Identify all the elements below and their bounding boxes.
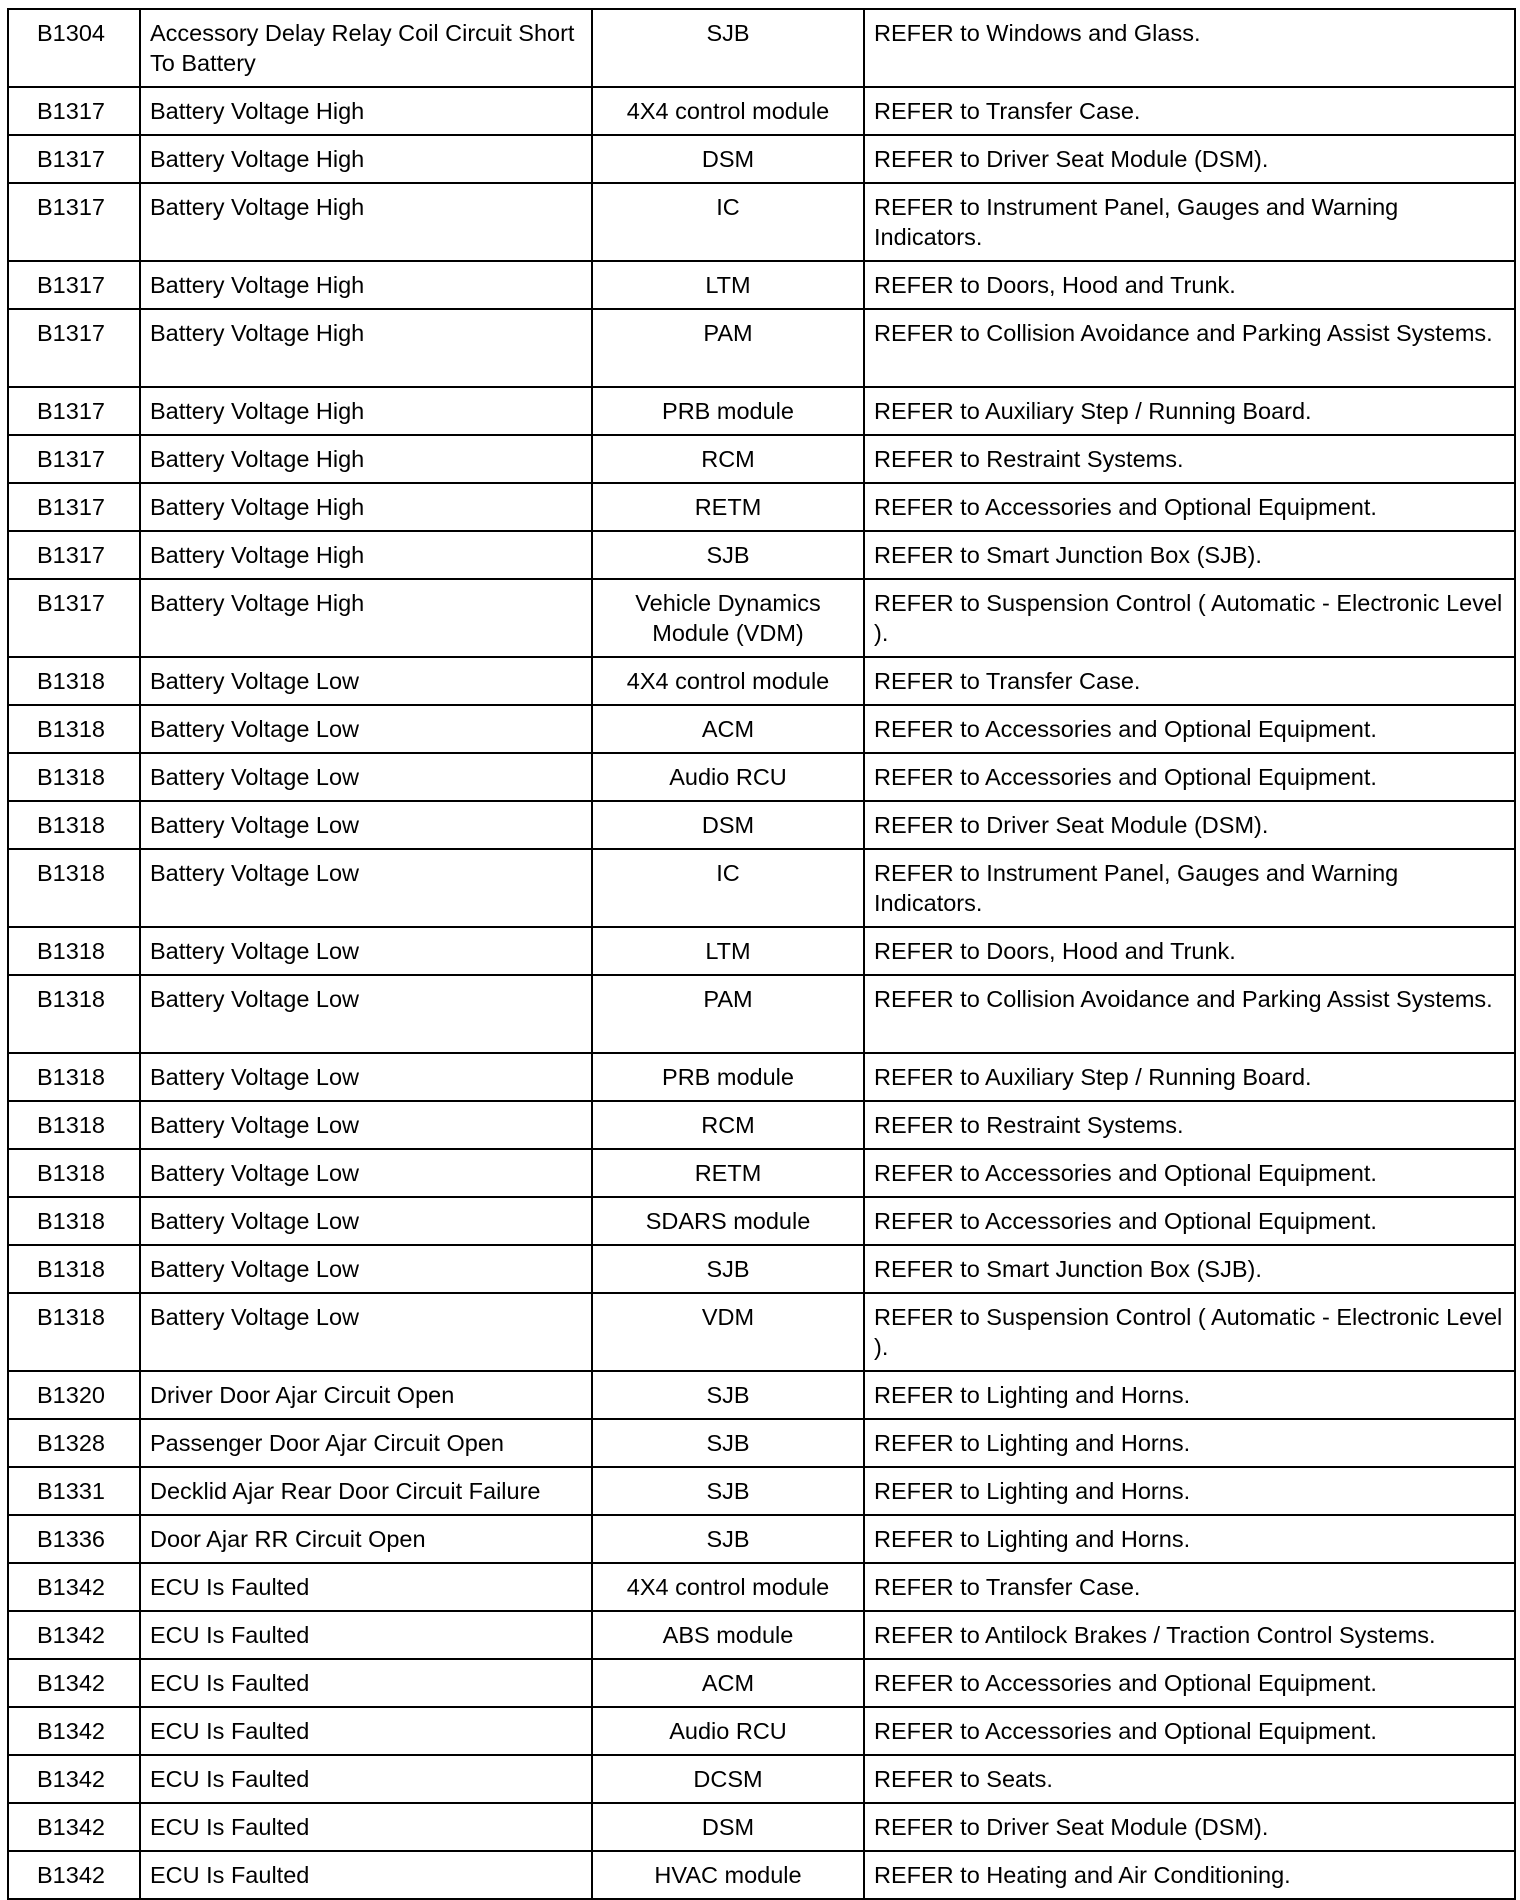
description-cell: Battery Voltage Low: [140, 1245, 592, 1293]
action-cell: REFER to Smart Junction Box (SJB).: [864, 1245, 1515, 1293]
module-cell: PAM: [592, 309, 864, 387]
module-cell: LTM: [592, 927, 864, 975]
code-cell: B1318: [8, 1149, 140, 1197]
table-row: [8, 849, 1515, 927]
table-row: [8, 1293, 1515, 1371]
table-row: [8, 579, 1515, 657]
code-cell: B1318: [8, 975, 140, 1053]
code-cell: B1317: [8, 309, 140, 387]
code-cell: B1342: [8, 1659, 140, 1707]
module-cell: SDARS module: [592, 1197, 864, 1245]
code-cell: B1342: [8, 1611, 140, 1659]
table-row: [8, 435, 1515, 483]
action-cell: REFER to Restraint Systems.: [864, 435, 1515, 483]
description-cell: Battery Voltage High: [140, 435, 592, 483]
action-cell: REFER to Driver Seat Module (DSM).: [864, 801, 1515, 849]
action-cell: REFER to Accessories and Optional Equipment.: [864, 483, 1515, 531]
code-cell: B1317: [8, 135, 140, 183]
code-cell: B1328: [8, 1419, 140, 1467]
table-row: [8, 309, 1515, 387]
description-cell: Battery Voltage High: [140, 309, 592, 387]
description-cell: Battery Voltage High: [140, 531, 592, 579]
dtc-table-body: [8, 9, 1515, 1899]
table-row: [8, 1515, 1515, 1563]
description-cell: Battery Voltage High: [140, 135, 592, 183]
action-cell: REFER to Smart Junction Box (SJB).: [864, 531, 1515, 579]
action-cell: REFER to Lighting and Horns.: [864, 1515, 1515, 1563]
code-cell: B1342: [8, 1707, 140, 1755]
code-cell: B1318: [8, 1245, 140, 1293]
code-cell: B1342: [8, 1563, 140, 1611]
code-cell: B1317: [8, 483, 140, 531]
module-cell: SJB: [592, 9, 864, 87]
code-cell: B1342: [8, 1803, 140, 1851]
code-cell: B1331: [8, 1467, 140, 1515]
table-row: [8, 1851, 1515, 1899]
table-row: [8, 87, 1515, 135]
action-cell: REFER to Accessories and Optional Equipment.: [864, 1659, 1515, 1707]
description-cell: Battery Voltage High: [140, 579, 592, 657]
action-cell: REFER to Instrument Panel, Gauges and Warning Indicators.: [864, 183, 1515, 261]
action-cell: REFER to Seats.: [864, 1755, 1515, 1803]
module-cell: SJB: [592, 1245, 864, 1293]
description-cell: Door Ajar RR Circuit Open: [140, 1515, 592, 1563]
table-row: [8, 1419, 1515, 1467]
module-cell: RETM: [592, 483, 864, 531]
table-row: [8, 183, 1515, 261]
code-cell: B1320: [8, 1371, 140, 1419]
table-row: [8, 1149, 1515, 1197]
action-cell: REFER to Driver Seat Module (DSM).: [864, 1803, 1515, 1851]
description-cell: Battery Voltage Low: [140, 1149, 592, 1197]
module-cell: VDM: [592, 1293, 864, 1371]
module-cell: 4X4 control module: [592, 1563, 864, 1611]
code-cell: B1342: [8, 1851, 140, 1899]
description-cell: ECU Is Faulted: [140, 1755, 592, 1803]
action-cell: REFER to Accessories and Optional Equipment.: [864, 1149, 1515, 1197]
action-cell: REFER to Heating and Air Conditioning.: [864, 1851, 1515, 1899]
code-cell: B1318: [8, 1293, 140, 1371]
action-cell: REFER to Lighting and Horns.: [864, 1467, 1515, 1515]
module-cell: DSM: [592, 135, 864, 183]
action-cell: REFER to Lighting and Horns.: [864, 1371, 1515, 1419]
table-row: [8, 1755, 1515, 1803]
action-cell: REFER to Accessories and Optional Equipment.: [864, 753, 1515, 801]
description-cell: Battery Voltage Low: [140, 753, 592, 801]
description-cell: ECU Is Faulted: [140, 1611, 592, 1659]
action-cell: REFER to Driver Seat Module (DSM).: [864, 135, 1515, 183]
code-cell: B1317: [8, 87, 140, 135]
description-cell: ECU Is Faulted: [140, 1851, 592, 1899]
module-cell: Audio RCU: [592, 1707, 864, 1755]
action-cell: REFER to Lighting and Horns.: [864, 1419, 1515, 1467]
description-cell: Battery Voltage High: [140, 87, 592, 135]
action-cell: REFER to Antilock Brakes / Traction Control Systems.: [864, 1611, 1515, 1659]
table-row: [8, 801, 1515, 849]
description-cell: Battery Voltage Low: [140, 801, 592, 849]
action-cell: REFER to Collision Avoidance and Parking Assist Systems.: [864, 975, 1515, 1053]
module-cell: RCM: [592, 435, 864, 483]
module-cell: PAM: [592, 975, 864, 1053]
module-cell: ACM: [592, 1659, 864, 1707]
module-cell: SJB: [592, 531, 864, 579]
code-cell: B1317: [8, 387, 140, 435]
module-cell: ACM: [592, 705, 864, 753]
action-cell: REFER to Doors, Hood and Trunk.: [864, 261, 1515, 309]
table-row: [8, 261, 1515, 309]
description-cell: Passenger Door Ajar Circuit Open: [140, 1419, 592, 1467]
module-cell: IC: [592, 183, 864, 261]
action-cell: REFER to Doors, Hood and Trunk.: [864, 927, 1515, 975]
dtc-table: [7, 8, 1516, 1900]
description-cell: Battery Voltage Low: [140, 927, 592, 975]
action-cell: REFER to Accessories and Optional Equipment.: [864, 1197, 1515, 1245]
description-cell: Battery Voltage High: [140, 183, 592, 261]
table-row: [8, 9, 1515, 87]
module-cell: DSM: [592, 1803, 864, 1851]
description-cell: ECU Is Faulted: [140, 1563, 592, 1611]
description-cell: Accessory Delay Relay Coil Circuit Short To Battery: [140, 9, 592, 87]
code-cell: B1317: [8, 531, 140, 579]
module-cell: SJB: [592, 1419, 864, 1467]
module-cell: HVAC module: [592, 1851, 864, 1899]
table-row: [8, 1467, 1515, 1515]
code-cell: B1318: [8, 1053, 140, 1101]
table-row: [8, 1197, 1515, 1245]
description-cell: Battery Voltage High: [140, 261, 592, 309]
table-row: [8, 1245, 1515, 1293]
action-cell: REFER to Collision Avoidance and Parking Assist Systems.: [864, 309, 1515, 387]
module-cell: RCM: [592, 1101, 864, 1149]
code-cell: B1318: [8, 849, 140, 927]
module-cell: SJB: [592, 1467, 864, 1515]
code-cell: B1317: [8, 183, 140, 261]
code-cell: B1318: [8, 1101, 140, 1149]
description-cell: Driver Door Ajar Circuit Open: [140, 1371, 592, 1419]
description-cell: Decklid Ajar Rear Door Circuit Failure: [140, 1467, 592, 1515]
code-cell: B1318: [8, 801, 140, 849]
description-cell: Battery Voltage Low: [140, 849, 592, 927]
table-row: [8, 657, 1515, 705]
action-cell: REFER to Accessories and Optional Equipment.: [864, 1707, 1515, 1755]
description-cell: Battery Voltage High: [140, 387, 592, 435]
action-cell: REFER to Auxiliary Step / Running Board.: [864, 387, 1515, 435]
table-row: [8, 927, 1515, 975]
description-cell: ECU Is Faulted: [140, 1659, 592, 1707]
table-row: [8, 1371, 1515, 1419]
table-row: [8, 387, 1515, 435]
action-cell: REFER to Transfer Case.: [864, 87, 1515, 135]
module-cell: SJB: [592, 1371, 864, 1419]
module-cell: 4X4 control module: [592, 87, 864, 135]
module-cell: Vehicle Dynamics Module (VDM): [592, 579, 864, 657]
module-cell: IC: [592, 849, 864, 927]
code-cell: B1317: [8, 261, 140, 309]
code-cell: B1318: [8, 1197, 140, 1245]
module-cell: 4X4 control module: [592, 657, 864, 705]
module-cell: LTM: [592, 261, 864, 309]
description-cell: Battery Voltage Low: [140, 1293, 592, 1371]
description-cell: Battery Voltage Low: [140, 1053, 592, 1101]
table-row: [8, 753, 1515, 801]
description-cell: Battery Voltage Low: [140, 657, 592, 705]
table-row: [8, 975, 1515, 1053]
code-cell: B1317: [8, 579, 140, 657]
description-cell: Battery Voltage Low: [140, 1101, 592, 1149]
action-cell: REFER to Accessories and Optional Equipment.: [864, 705, 1515, 753]
code-cell: B1342: [8, 1755, 140, 1803]
code-cell: B1318: [8, 927, 140, 975]
description-cell: Battery Voltage Low: [140, 705, 592, 753]
module-cell: DCSM: [592, 1755, 864, 1803]
table-row: [8, 1053, 1515, 1101]
action-cell: REFER to Restraint Systems.: [864, 1101, 1515, 1149]
description-cell: ECU Is Faulted: [140, 1803, 592, 1851]
table-row: [8, 1101, 1515, 1149]
module-cell: Audio RCU: [592, 753, 864, 801]
description-cell: Battery Voltage High: [140, 483, 592, 531]
code-cell: B1318: [8, 753, 140, 801]
module-cell: RETM: [592, 1149, 864, 1197]
code-cell: B1317: [8, 435, 140, 483]
table-row: [8, 1803, 1515, 1851]
module-cell: SJB: [592, 1515, 864, 1563]
action-cell: REFER to Auxiliary Step / Running Board.: [864, 1053, 1515, 1101]
description-cell: ECU Is Faulted: [140, 1707, 592, 1755]
table-row: [8, 135, 1515, 183]
action-cell: REFER to Suspension Control ( Automatic - Electronic Level ).: [864, 579, 1515, 657]
module-cell: ABS module: [592, 1611, 864, 1659]
table-row: [8, 1563, 1515, 1611]
code-cell: B1318: [8, 657, 140, 705]
code-cell: B1304: [8, 9, 140, 87]
module-cell: PRB module: [592, 1053, 864, 1101]
code-cell: B1336: [8, 1515, 140, 1563]
action-cell: REFER to Instrument Panel, Gauges and Warning Indicators.: [864, 849, 1515, 927]
table-row: [8, 705, 1515, 753]
action-cell: REFER to Windows and Glass.: [864, 9, 1515, 87]
table-row: [8, 483, 1515, 531]
description-cell: Battery Voltage Low: [140, 975, 592, 1053]
module-cell: PRB module: [592, 387, 864, 435]
action-cell: REFER to Transfer Case.: [864, 1563, 1515, 1611]
action-cell: REFER to Transfer Case.: [864, 657, 1515, 705]
table-row: [8, 1611, 1515, 1659]
module-cell: DSM: [592, 801, 864, 849]
table-row: [8, 1707, 1515, 1755]
table-row: [8, 531, 1515, 579]
code-cell: B1318: [8, 705, 140, 753]
table-row: [8, 1659, 1515, 1707]
action-cell: REFER to Suspension Control ( Automatic - Electronic Level ).: [864, 1293, 1515, 1371]
description-cell: Battery Voltage Low: [140, 1197, 592, 1245]
